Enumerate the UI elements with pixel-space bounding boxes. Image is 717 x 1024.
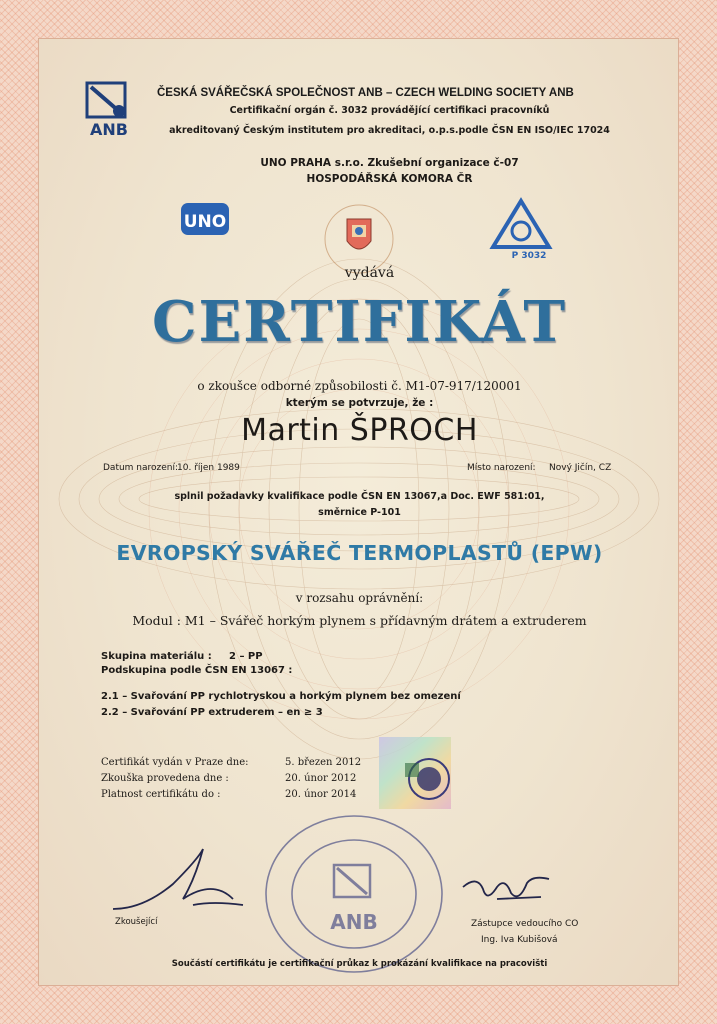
exam-date-value: 20. únor 2012: [285, 773, 357, 784]
issues-text: vydává: [344, 265, 395, 281]
validity-label: Platnost certifikátu do :: [101, 789, 221, 800]
material-subgroup-label: Podskupina podle ČSN EN 13067 :: [101, 665, 293, 676]
issued-value: 5. březen 2012: [285, 757, 362, 768]
module-text: Modul : M1 – Svářeč horkým plynem s přídavným drátem a extruderem: [132, 613, 587, 628]
certification-body: Certifikační orgán č. 3032 provádějící certifikaci pracovníků: [229, 105, 550, 116]
birth-date-value: 10. říjen 1989: [177, 463, 240, 473]
examiner-label: Zkoušející: [115, 917, 158, 927]
birth-date-label: Datum narození:: [103, 463, 179, 473]
requirements-line-1: splnil požadavky kvalifikace podle ČSN EN 13067,a Doc. EWF 581:01,: [174, 491, 545, 502]
qualification-title: EVROPSKÝ SVÁŘEČ TERMOPLASTŮ (EPW): [116, 541, 603, 565]
svg-text:P 3032: P 3032: [511, 251, 547, 259]
subgroup-item-1: 2.1 – Svařování PP rychlotryskou a horkým plynem bez omezení: [101, 691, 461, 702]
p3032-logo: [489, 197, 553, 259]
hologram-sticker: [377, 735, 453, 811]
accreditation-line: akreditovaný Českým institutem pro akreditaci, o.p.s.podle ČSN EN ISO/IEC 17024: [169, 125, 610, 136]
chamber-name: HOSPODÁŘSKÁ KOMORA ČR: [306, 173, 473, 185]
exam-date-label: Zkouška provedena dne :: [101, 773, 229, 784]
validity-value: 20. únor 2014: [285, 789, 357, 800]
issued-label: Certifikát vydán v Praze dne:: [101, 757, 249, 768]
uno-logo: [179, 199, 231, 239]
certificate-page: [38, 38, 679, 986]
material-group-value: 2 – PP: [229, 651, 263, 662]
birth-place-label: Místo narození:: [467, 463, 536, 473]
official-seal: [259, 809, 449, 979]
requirements-line-2: směrnice P-101: [318, 507, 401, 518]
representative-label: Zástupce vedoucího CO: [471, 919, 579, 929]
certificate-title: CERTIFIKÁT: [151, 289, 568, 355]
exam-organization: UNO PRAHA s.r.o. Zkušební organizace č-07: [260, 157, 519, 169]
subgroup-item-2: 2.2 – Svařování PP extruderem – en ≥ 3: [101, 707, 323, 718]
material-group-label: Skupina materiálu :: [101, 651, 212, 662]
holder-name: Martin ŠPROCH: [241, 413, 478, 448]
representative-signature: [457, 869, 557, 909]
confirm-text: kterým se potvrzuje, že :: [285, 397, 434, 409]
svg-text:ANB: ANB: [90, 120, 128, 139]
society-name: ČESKÁ SVÁŘEČSKÁ SPOLEČNOST ANB – CZECH WELDING SOCIETY ANB: [157, 87, 574, 99]
scope-label: v rozsahu oprávnění:: [295, 591, 424, 605]
svg-text:ANB: ANB: [330, 910, 378, 934]
svg-text:UNO: UNO: [183, 212, 227, 232]
exam-number: o zkoušce odborné způsobilosti č. M1-07-917/120001: [197, 379, 522, 393]
representative-name: Ing. Iva Kubišová: [481, 935, 558, 945]
footer-note: Součástí certifikátu je certifikační průkaz k prokázání kvalifikace na pracovišti: [171, 959, 548, 969]
examiner-signature: [103, 839, 253, 919]
birth-place-value: Nový Jičín, CZ: [549, 463, 612, 473]
